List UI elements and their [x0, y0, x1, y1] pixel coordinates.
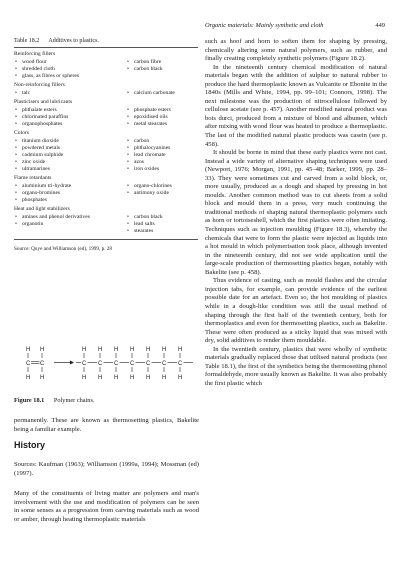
- paragraph-5: In the twentieth century, plastics that were wholly of synthetic materials gradually replaced those that utilised natural products (see Table 18.1), the first of the synthetics being the thermosetting phenol formaldehyde, more usually known as Bakelite. It was also probably the first plastic which: [205, 345, 387, 387]
- running-header: [205, 22, 385, 29]
- table-item: • cadmium sulphide: [14, 152, 126, 159]
- table-column-right: [126, 107, 198, 128]
- table-item: • shredded cloth: [14, 66, 126, 73]
- table-section-heading: Plasticisers and lubricants: [14, 99, 73, 105]
- svg-text:H: H: [178, 375, 183, 381]
- table-column-right: [126, 59, 198, 80]
- table-number: Table 18.2: [14, 38, 40, 44]
- svg-text:H: H: [178, 347, 183, 353]
- table-column-left: [14, 107, 126, 128]
- table-item: • glass, as fibres or spheres: [14, 73, 126, 80]
- table-item: • carbon black: [126, 214, 198, 221]
- table-section-heading: Flame retardants: [14, 175, 52, 181]
- table-item: • lead chromate: [126, 152, 198, 159]
- paragraph-4: Thus evidence of casting, such as mould flashes and the circular injection tabs, for example, can provide evidence of the earliest possible date for an artefact. Even so, the hot moulding of plastics while in a dough-like condition was still the usual method of shaping through the first half of the twentieth century, both for thermoplastics and even for thermosetting plastics, such as Bakelite. These were often produced as a sticky liquid that was mixed with dry, solid additives to render them mouldable.: [205, 277, 387, 345]
- continuation-paragraph: permanently. These are known as thermosetting plastics, Bakelite being a familiar example.: [14, 417, 199, 433]
- table-item: • antimony oxide: [126, 190, 198, 197]
- running-header-title: Organic materials: Mainly synthetic and cloth: [205, 22, 324, 29]
- table-section-items: [14, 183, 198, 204]
- figure-caption-text: Polymer chains.: [53, 397, 95, 404]
- svg-text:H: H: [162, 375, 167, 381]
- svg-text:H: H: [82, 347, 87, 353]
- polymer-chain-figure: [20, 344, 200, 382]
- table-item: • organo-chlorines: [126, 183, 198, 190]
- additives-table: [14, 38, 198, 253]
- table-column-right: [126, 138, 198, 173]
- figure-caption: [14, 397, 200, 404]
- table-caption: Additives to plastics.: [48, 38, 99, 44]
- table-section-items: [14, 90, 198, 97]
- svg-text:H: H: [130, 347, 135, 353]
- table-item: • calcium carbonate: [126, 90, 198, 97]
- table-column-left: [14, 183, 126, 204]
- table-section-heading: Colors: [14, 130, 29, 136]
- svg-text:H: H: [26, 347, 31, 353]
- figure-number: Figure 18.1: [14, 397, 45, 404]
- section-heading-history: History: [14, 440, 46, 450]
- table-source: Source: Quye and Williamson (ed), 1999, p. 28: [14, 239, 198, 253]
- paragraph-2: In the nineteenth century chemical modification of natural materials began with the addition of sulphur to natural rubber to produce the hard thermoplastic known as Vulcanite or Ebonite in the 1840s (Mills and White, 1994, pp. 99–101; Connors, 1998). The next milestone was the production of nitrocellulose followed by cellulose acetate (see p. 457). Another modified natural product was bois durci, produced from a mixture of blood and albumen, which after mixing with wood flour was heated to produce a thermoplastic. The last of the modified natural plastic products was casein (see p. 458).: [205, 63, 387, 148]
- svg-text:H: H: [98, 347, 103, 353]
- svg-text:C: C: [98, 361, 103, 367]
- svg-text:H: H: [162, 347, 167, 353]
- table-item: • lead salts: [126, 221, 198, 228]
- table-section-items: [14, 59, 198, 80]
- svg-text:C: C: [162, 361, 167, 367]
- svg-text:H: H: [114, 347, 119, 353]
- table-title: [14, 38, 198, 48]
- svg-text:H: H: [82, 375, 87, 381]
- svg-text:C: C: [26, 361, 31, 367]
- table-section-items: [14, 138, 198, 173]
- table-item: • organophosphates: [14, 121, 126, 128]
- table-item: • epoxidised oils: [126, 114, 198, 121]
- table-item: • carbon fibre: [126, 59, 198, 66]
- table-column-left: [14, 59, 126, 80]
- svg-text:H: H: [98, 375, 103, 381]
- svg-text:H: H: [146, 375, 151, 381]
- svg-text:C: C: [146, 361, 151, 367]
- paragraph-1: such as hoof and horn to soften them for shaping by pressing, chemically altering some natural polymers, such as rubber, and finally creating completely synthetic polymers (Figure 18.2).: [205, 38, 387, 63]
- table-item: • azos: [126, 159, 198, 166]
- svg-text:H: H: [146, 347, 151, 353]
- svg-text:C: C: [130, 361, 135, 367]
- svg-text:H: H: [26, 375, 31, 381]
- table-item: • organotin: [14, 221, 126, 228]
- table-item: • phosphate esters: [126, 107, 198, 114]
- table-section-heading: Non-reinforcing fillers: [14, 82, 65, 88]
- history-paragraph: Many of the constituents of living matter are polymers and man's involvement with the use and modification of polymers can be seen in some senses as a progression from carving materials such as wood or amber, through heating thermoplastic materials: [14, 490, 199, 523]
- svg-text:H: H: [40, 347, 45, 353]
- table-item: • ultramarines: [14, 166, 126, 173]
- paragraph-3: It should be borne in mind that these early plastics were not cast. Instead a wide variety of alternative shaping techniques were used (Newport, 1976; Morgan, 1991, pp. 45–48; Barker, 1999, pp. 28–33). They were sometimes cut and carved from a solid block, or, more usually, produced as a dough and shaped by pressing in hot moulds. Another common method was to cut sheets from a solid block and mould them in a press, very much continuing the traditional methods of shaping natural thermoplastic polymers such as horn or tortoiseshell, which the first plastics were often imitating. Techniques such as injection moulding (Figure 18.3), whereby the chemicals that were to form the plastic were injected as liquids into a hot mould in which polymerisation took place, although invented in the nineteenth century, did not see wide application until the large-scale production of thermosetting plastics began, notably with Bakelite (see p. 458).: [205, 149, 387, 276]
- table-body: [14, 51, 198, 235]
- right-column: [205, 38, 387, 388]
- polymer-chain: [76, 347, 193, 381]
- table-column-left: [14, 90, 126, 97]
- svg-text:C: C: [40, 361, 45, 367]
- page-number: 449: [375, 22, 385, 29]
- table-item: • phthalocyanines: [126, 145, 198, 152]
- svg-text:H: H: [114, 375, 119, 381]
- table-item: • phosphates: [14, 197, 126, 204]
- table-item: • titanium dioxide: [14, 138, 126, 145]
- table-section-items: [14, 107, 198, 128]
- table-item: • carbon black: [126, 66, 198, 73]
- svg-text:H: H: [40, 375, 45, 381]
- table-column-right: [126, 183, 198, 204]
- table-section-items: [14, 214, 198, 235]
- sources-paragraph: Sources: Kaufman (1963); Williamson (1999a, 1994); Mossman (ed) (1997).: [14, 461, 199, 477]
- table-item: • phthalate esters: [14, 107, 126, 114]
- table-item: • wood flour: [14, 59, 126, 66]
- polymer-chain-diagram: [20, 344, 200, 382]
- table-column-right: [126, 90, 198, 97]
- table-item: • chlorinated paraffins: [14, 114, 126, 121]
- table-item: • talc: [14, 90, 126, 97]
- svg-text:H: H: [130, 375, 135, 381]
- table-item: • aluminium tri-hydrate: [14, 183, 126, 190]
- svg-text:C: C: [82, 361, 87, 367]
- svg-text:C: C: [114, 361, 119, 367]
- table-item: • amines and phenol derivatives: [14, 214, 126, 221]
- table-section-heading: Heat and light stabilizers: [14, 206, 70, 212]
- table-column-left: [14, 138, 126, 173]
- table-item: • carbon: [126, 138, 198, 145]
- svg-text:C: C: [178, 361, 183, 367]
- table-item: • metal stearates: [126, 121, 198, 128]
- table-item: • organo-bromines: [14, 190, 126, 197]
- table-item: • stearates: [126, 228, 198, 235]
- table-column-right: [126, 214, 198, 235]
- table-item: • powdered metals: [14, 145, 126, 152]
- table-item: • zinc oxide: [14, 159, 126, 166]
- table-section-heading: Reinforcing fillers: [14, 51, 56, 57]
- table-column-left: [14, 214, 126, 235]
- table-item: • iron oxides: [126, 166, 198, 173]
